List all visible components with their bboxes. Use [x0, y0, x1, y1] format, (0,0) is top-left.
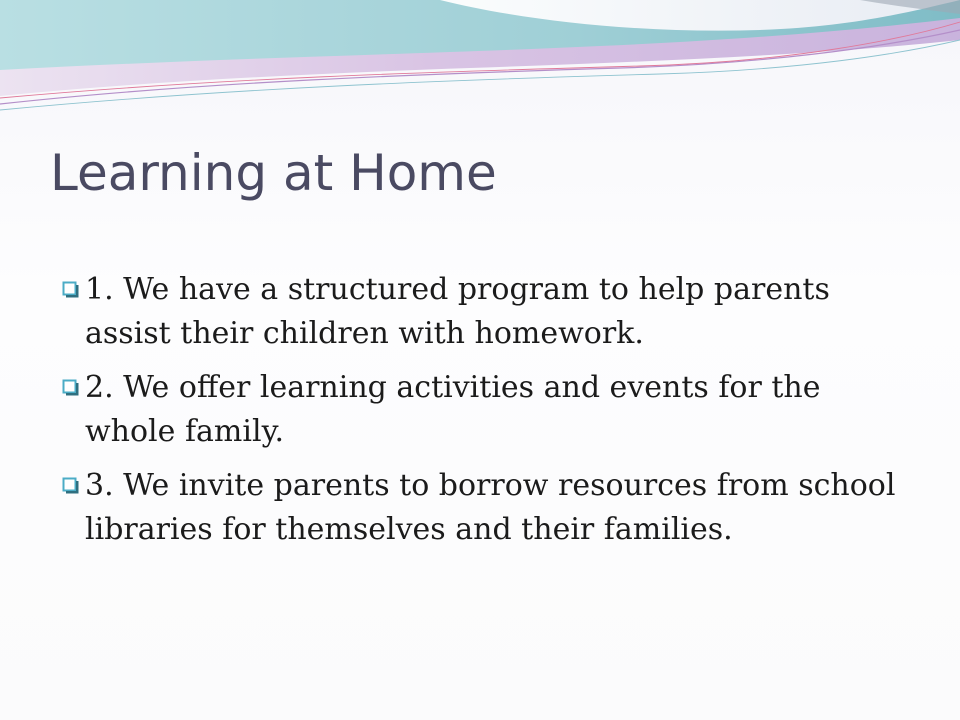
bullet-text: 3. We invite parents to borrow resources from school libraries for themselves and their families.	[85, 468, 896, 547]
bullet-item	[62, 366, 902, 454]
bullet-text: 2. We offer learning activities and events for the whole family.	[85, 370, 821, 449]
decorative-wave-banner	[0, 0, 960, 130]
hollow-square-bullet-icon	[62, 281, 80, 299]
hollow-square-bullet-icon	[62, 379, 80, 397]
bullet-item	[62, 464, 902, 552]
bullet-item	[62, 268, 902, 356]
hollow-square-bullet-icon	[62, 477, 80, 495]
slide-title: Learning at Home	[50, 144, 497, 202]
bullet-text: 1. We have a structured program to help parents assist their children with homework.	[85, 272, 830, 351]
bullet-list	[62, 268, 902, 562]
